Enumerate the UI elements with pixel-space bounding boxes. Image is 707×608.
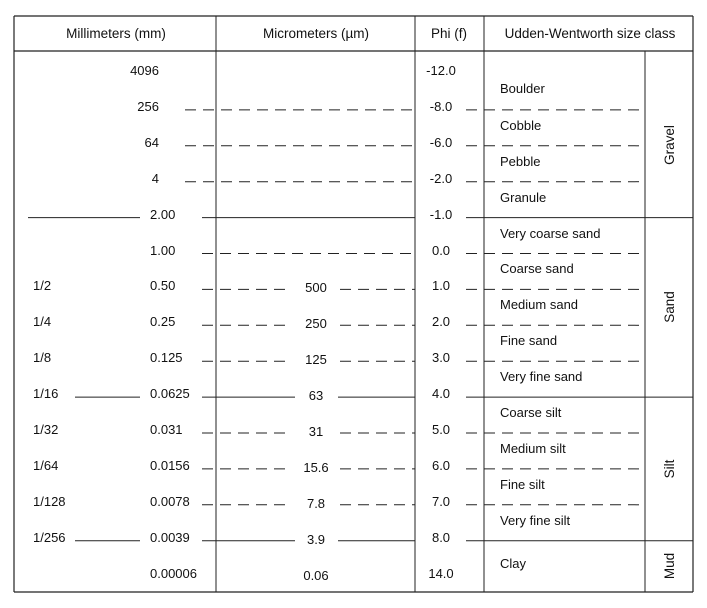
group-label-sand: Sand (662, 291, 677, 324)
millimeter-value: 4 (151, 170, 159, 186)
phi-value: -2.0 (429, 170, 453, 186)
size-class-label: Clay (500, 556, 527, 572)
millimeter-value: 0.0625 (150, 386, 190, 402)
size-class-label: Fine silt (500, 476, 545, 492)
size-class-label: Boulder (500, 81, 545, 97)
phi-value: 2.0 (431, 314, 451, 330)
size-class-label: Granule (500, 189, 547, 205)
phi-value: 7.0 (431, 493, 451, 509)
millimeter-value: 0.031 (150, 422, 183, 437)
fraction-label: 1/256 (33, 529, 66, 545)
size-class-label: Medium silt (500, 440, 566, 456)
size-class-label: Coarse silt (500, 405, 562, 421)
header-size-class: Udden-Wentworth size class (504, 26, 676, 41)
phi-value: 14.0 (428, 566, 454, 581)
size-class-label: Pebble (500, 153, 541, 169)
phi-value: 4.0 (431, 386, 451, 402)
phi-value: -6.0 (429, 134, 453, 150)
phi-value: 8.0 (431, 529, 451, 545)
micrometer-value: 250 (305, 316, 327, 332)
phi-value: 6.0 (431, 457, 451, 473)
fraction-label: 1/32 (33, 422, 59, 437)
header-phi: Phi (f) (430, 26, 468, 41)
phi-value: 5.0 (431, 422, 451, 437)
micrometer-value: 125 (305, 352, 327, 368)
size-class-label: Cobble (500, 117, 542, 133)
phi-value: -1.0 (429, 206, 453, 222)
fraction-label: 1/128 (33, 493, 66, 509)
millimeter-value: 0.0039 (150, 529, 190, 545)
phi-value: -8.0 (429, 98, 453, 114)
size-class-label: Coarse sand (500, 261, 574, 277)
millimeter-value: 0.0078 (150, 493, 190, 509)
size-class-label: Very fine sand (500, 369, 583, 385)
phi-value: -12.0 (426, 63, 456, 78)
millimeter-value: 64 (144, 134, 159, 150)
micrometer-value: 7.8 (306, 495, 326, 511)
header-millimeters: Millimeters (mm) (66, 26, 166, 41)
phi-value: 1.0 (431, 278, 451, 294)
micrometer-value: 31 (308, 424, 324, 439)
fraction-label: 1/4 (33, 314, 52, 330)
group-label-silt: Silt (662, 459, 677, 479)
fraction-label: 1/2 (33, 278, 52, 294)
size-class-label: Fine sand (500, 333, 558, 349)
millimeter-value: 0.00006 (150, 566, 197, 581)
group-label-gravel: Gravel (662, 125, 677, 166)
micrometer-value: 3.9 (306, 531, 326, 547)
group-label-mud: Mud (662, 553, 677, 580)
size-class-label: Medium sand (500, 297, 579, 313)
fraction-label: 1/16 (33, 386, 59, 402)
fraction-label: 1/64 (33, 457, 59, 473)
millimeter-value: 4096 (130, 63, 159, 78)
millimeter-value: 0.125 (150, 350, 183, 366)
millimeter-value: 2.00 (150, 206, 176, 222)
millimeter-value: 0.0156 (150, 457, 190, 473)
micrometer-value: 500 (305, 280, 327, 296)
micrometer-value: 15.6 (303, 459, 329, 475)
fraction-label: 1/8 (33, 350, 52, 366)
size-class-label: Very coarse sand (500, 225, 601, 241)
size-class-label: Very fine silt (500, 512, 571, 528)
millimeter-value: 0.50 (150, 278, 176, 294)
micrometer-value: 0.06 (303, 568, 329, 583)
micrometer-value: 63 (308, 388, 324, 404)
phi-value: 0.0 (431, 242, 451, 258)
millimeter-value: 1.00 (150, 242, 176, 258)
millimeter-value: 256 (137, 98, 159, 114)
header-micrometers: Micrometers (µm) (262, 26, 370, 41)
phi-value: 3.0 (431, 350, 451, 366)
millimeter-value: 0.25 (150, 314, 176, 330)
